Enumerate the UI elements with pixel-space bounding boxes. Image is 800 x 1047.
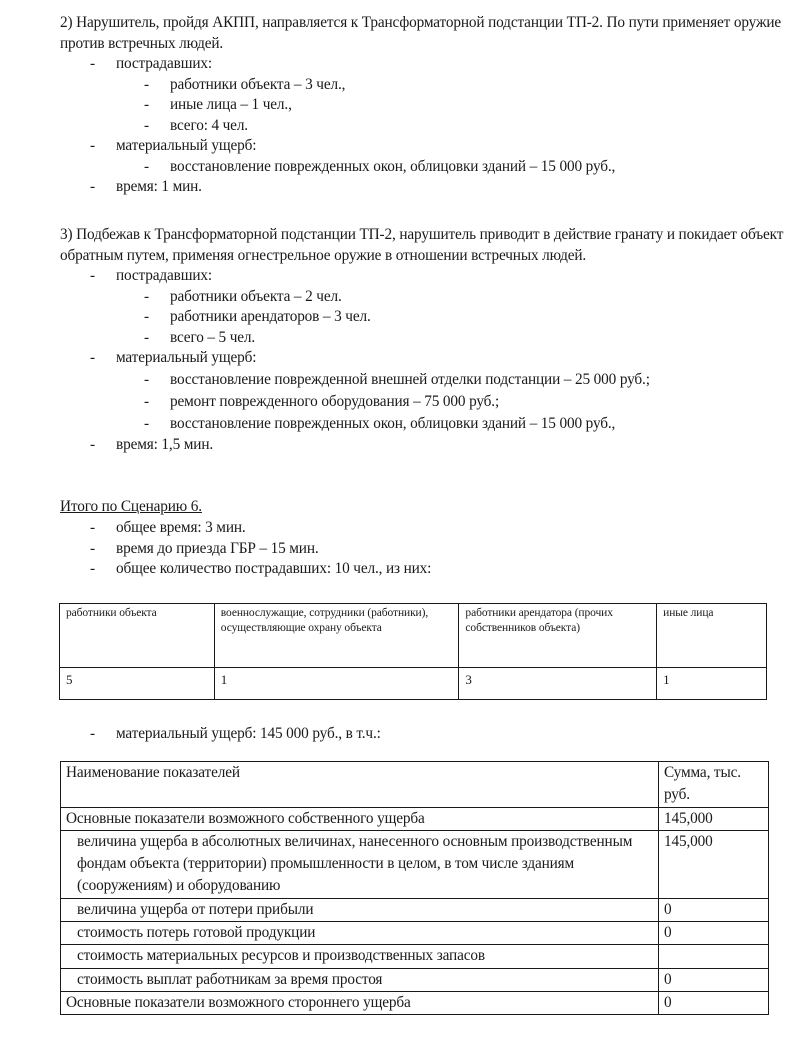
table-row — [61, 968, 769, 991]
dash-bullet: - — [90, 725, 95, 742]
dash-bullet: - — [90, 137, 95, 154]
damage-total-list — [90, 724, 381, 745]
damage-label: материальный ущерб: — [116, 137, 257, 154]
section-2 — [60, 13, 795, 198]
table-row — [61, 922, 769, 945]
list-item — [90, 266, 795, 348]
dash-bullet: - — [144, 157, 149, 175]
table-row — [61, 898, 769, 921]
dash-bullet: - — [90, 539, 95, 557]
dash-bullet: - — [90, 55, 95, 72]
section-3 — [60, 225, 795, 455]
table-header-cell: иные лица — [657, 604, 767, 668]
victims-sublist — [144, 287, 795, 349]
dash-bullet: - — [90, 435, 95, 453]
dash-bullet: - — [144, 392, 149, 410]
dash-bullet: - — [144, 96, 149, 113]
damage-total: материальный ущерб: 145 000 руб., в т.ч.: — [116, 725, 381, 742]
list-item: - иные лица – 1 чел., — [170, 95, 795, 116]
dash-bullet: - — [144, 116, 149, 134]
list-item — [90, 177, 795, 198]
list-item: - всего – 5 чел. — [170, 328, 795, 349]
list-item: - работники объекта – 3 чел., — [170, 75, 795, 96]
table-cell: величина ущерба от потери прибыли — [61, 898, 659, 921]
list-item: - восстановление поврежденной внешней отделки подстанции – 25 000 руб.; — [170, 369, 795, 391]
list-item: - всего: 4 чел. — [170, 116, 795, 137]
table-row — [61, 991, 769, 1014]
time-value: время: 1,5 мин. — [116, 435, 214, 453]
table-cell: величина ущерба в абсолютных величинах, нанесенного основным производственным фондам объекта (территории) промышленности в целом, в том числе зданиям (сооружениям) и оборудованию — [61, 830, 659, 898]
damage-total-wrap — [60, 724, 381, 745]
section-3-intro: 3) Подбежав к Трансформаторной подстанции ТП-2, нарушитель приводит в действие гранату и покидает объект обратным путем, применяя огнестрельное оружие в отношении встречных людей. — [60, 226, 784, 264]
dash-bullet: - — [144, 75, 149, 93]
victims-label: пострадавших: — [116, 267, 213, 284]
list-item — [90, 724, 381, 745]
dash-bullet: - — [144, 414, 149, 432]
dash-bullet: - — [90, 267, 95, 284]
table-cell: стоимость выплат работникам за время простоя — [61, 968, 659, 991]
section-2-intro: 2) Нарушитель, пройдя АКПП, направляется к Трансформаторной подстанции ТП-2. По пути применяет оружие против встречных людей. — [60, 14, 782, 52]
table-header-cell: работники арендатора (прочих собственников объекта) — [459, 604, 657, 668]
list-item: - восстановление поврежденных окон, облицовки зданий – 15 000 руб., — [170, 413, 795, 435]
table-cell: Основные показатели возможного стороннего ущерба — [61, 991, 659, 1014]
dash-bullet: - — [90, 178, 95, 195]
summary-title: Итого по Сценарию 6. — [60, 498, 202, 515]
table-cell: 145,000 — [659, 807, 769, 830]
section-3-list — [90, 266, 795, 455]
damage-sublist — [144, 369, 795, 435]
table-row — [61, 945, 769, 968]
dash-bullet: - — [144, 328, 149, 346]
table-cell — [659, 945, 769, 968]
list-item: - работники объекта – 2 чел. — [170, 287, 795, 308]
dash-bullet: - — [90, 560, 95, 577]
dash-bullet: - — [90, 519, 95, 536]
damage-sublist — [144, 157, 795, 178]
table-cell: 3 — [459, 668, 657, 700]
table-cell: 0 — [659, 968, 769, 991]
dash-bullet: - — [144, 370, 149, 388]
table-cell: Основные показатели возможного собственного ущерба — [61, 807, 659, 830]
list-item: - общее время: 3 мин. — [116, 518, 431, 539]
damage-table — [60, 761, 769, 1015]
dash-bullet: - — [144, 308, 149, 325]
table-cell: 1 — [214, 668, 459, 700]
list-item: - время до приезда ГБР – 15 мин. — [116, 539, 431, 560]
table-cell: 0 — [659, 898, 769, 921]
summary-list-wrap — [60, 518, 431, 580]
list-item — [90, 54, 795, 136]
dash-bullet: - — [144, 287, 149, 305]
list-item — [90, 348, 795, 435]
table-header-row — [61, 762, 769, 808]
table-cell: 0 — [659, 922, 769, 945]
table-cell: 5 — [60, 668, 215, 700]
time-value: время: 1 мин. — [116, 178, 202, 195]
list-item — [90, 136, 795, 177]
list-item: - ремонт поврежденного оборудования – 75 000 руб.; — [170, 391, 795, 413]
victims-sublist — [144, 75, 795, 137]
list-item: - общее количество пострадавших: 10 чел., из них: — [116, 559, 431, 580]
list-item — [90, 435, 795, 456]
list-item: - работники арендаторов – 3 чел. — [170, 307, 795, 328]
table-cell: стоимость материальных ресурсов и производственных запасов — [61, 945, 659, 968]
table-header-cell: военнослужащие, сотрудники (работники), осуществляющие охрану объекта — [214, 604, 459, 668]
table-cell: 1 — [657, 668, 767, 700]
table-cell: 145,000 — [659, 830, 769, 898]
table-header-cell: Сумма, тыс. руб. — [659, 762, 769, 808]
table-row — [60, 668, 767, 700]
damage-label: материальный ущерб: — [116, 349, 257, 366]
table-cell: 0 — [659, 991, 769, 1014]
dash-bullet: - — [90, 349, 95, 366]
section-2-list — [90, 54, 795, 198]
list-item: - восстановление поврежденных окон, облицовки зданий – 15 000 руб., — [170, 157, 795, 178]
table-row — [61, 830, 769, 898]
table-cell: стоимость потерь готовой продукции — [61, 922, 659, 945]
victims-label: пострадавших: — [116, 55, 213, 72]
table-row — [61, 807, 769, 830]
table-header-row — [60, 604, 767, 668]
summary-list — [90, 518, 432, 580]
table-header-cell: работники объекта — [60, 604, 215, 668]
table-header-cell: Наименование показателей — [61, 762, 659, 808]
victims-table — [59, 603, 767, 700]
